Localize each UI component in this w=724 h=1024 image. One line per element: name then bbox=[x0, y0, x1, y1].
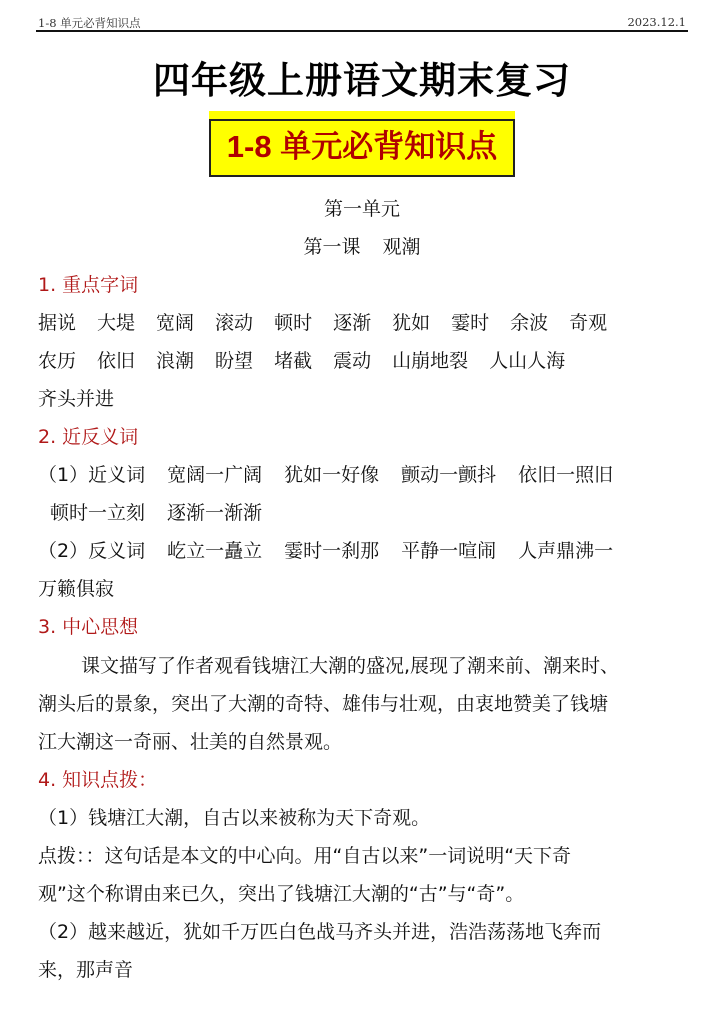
word: 浪潮 bbox=[156, 350, 195, 372]
word: 逐渐 bbox=[333, 312, 372, 334]
word-pair: 顿时一立刻 bbox=[50, 502, 146, 524]
page-title: 四年级上册语文期末复习 bbox=[153, 59, 571, 102]
antonyms-row-1 bbox=[38, 536, 635, 563]
word: 顿时 bbox=[274, 312, 313, 334]
subtitle-highlight-band bbox=[209, 111, 515, 119]
knowledge-line-2: 点拨：：这句话是本文的中心向。用“自古以来”一词说明“天下奇 bbox=[38, 845, 572, 867]
word-pair: 宽阔一广阔 bbox=[167, 464, 263, 486]
knowledge-line-3: 观”这个称谓由来已久，突出了钱塘江大潮的“古”与“奇”。 bbox=[38, 883, 525, 905]
word: 齐头并进 bbox=[38, 388, 115, 410]
word: 大堤 bbox=[97, 312, 136, 334]
page-header bbox=[36, 12, 688, 32]
subtitle-box: 1-8 单元必背知识点 bbox=[209, 119, 515, 177]
word: 宽阔 bbox=[156, 312, 195, 334]
antonyms-row-2 bbox=[38, 574, 136, 601]
key-words-row-3 bbox=[38, 384, 114, 411]
central-idea-line-2: 潮头后的景象，突出了大潮的奇特、雄伟与壮观，由衷地赞美了钱塘 bbox=[38, 693, 609, 715]
lesson-name: 观潮 bbox=[382, 236, 421, 258]
word: 依旧 bbox=[97, 350, 136, 372]
word-pair: 依旧一照旧 bbox=[518, 464, 614, 486]
word-pair: 犹如一好像 bbox=[284, 464, 380, 486]
word: 犹如 bbox=[392, 312, 431, 334]
antonyms-label: （2）反义词 bbox=[38, 540, 146, 562]
word-pair: 平静一喧闹 bbox=[401, 540, 497, 562]
section-heading-knowledge-points: 4. 知识点拨： bbox=[38, 769, 158, 791]
word: 堵截 bbox=[274, 350, 313, 372]
central-idea-line-1: 课文描写了作者观看钱塘江大潮的盛况,展现了潮来前、潮来时、 bbox=[81, 655, 620, 677]
word-pair: 屹立一矗立 bbox=[167, 540, 263, 562]
section-heading-central-idea: 3. 中心思想 bbox=[38, 616, 139, 638]
word: 人山人海 bbox=[489, 350, 566, 372]
word: 山崩地裂 bbox=[392, 350, 469, 372]
header-date: 2023.12.1 bbox=[627, 15, 686, 29]
word-pair: 万籁俱寂 bbox=[38, 578, 115, 600]
word-pair: 颤动一颤抖 bbox=[401, 464, 497, 486]
knowledge-line-4: （2）越来越近，犹如千万匹白色战马齐头并进，浩浩荡荡地飞奔而 bbox=[38, 921, 602, 943]
key-words-row-2 bbox=[38, 346, 565, 373]
synonyms-row-2 bbox=[50, 498, 284, 525]
central-idea-line-3: 江大潮这一奇丽、壮美的自然景观。 bbox=[38, 731, 343, 753]
header-doc-title: 1-8 单元必背知识点 bbox=[38, 16, 141, 30]
synonyms-row-1 bbox=[38, 460, 635, 487]
word: 余波 bbox=[510, 312, 549, 334]
word: 盼望 bbox=[215, 350, 254, 372]
word: 滚动 bbox=[215, 312, 254, 334]
knowledge-line-1: （1）钱塘江大潮，自古以来被称为天下奇观。 bbox=[38, 807, 431, 829]
lesson-number: 第一课 bbox=[303, 236, 361, 258]
word: 农历 bbox=[38, 350, 77, 372]
word-pair: 人声鼎沸一 bbox=[518, 540, 614, 562]
word: 奇观 bbox=[569, 312, 608, 334]
lesson-title bbox=[0, 232, 724, 259]
key-words-row-1 bbox=[38, 308, 607, 335]
word-pair: 霎时一刹那 bbox=[284, 540, 380, 562]
section-heading-key-words: 1. 重点字词 bbox=[38, 274, 139, 296]
word-pair: 逐渐一渐渐 bbox=[167, 502, 263, 524]
word: 据说 bbox=[38, 312, 77, 334]
knowledge-line-5: 来，那声音 bbox=[38, 959, 134, 981]
word: 震动 bbox=[333, 350, 372, 372]
synonyms-label: （1）近义词 bbox=[38, 464, 146, 486]
word: 霎时 bbox=[451, 312, 490, 334]
unit-title: 第一单元 bbox=[323, 198, 400, 220]
section-heading-synonyms-antonyms: 2. 近反义词 bbox=[38, 426, 139, 448]
